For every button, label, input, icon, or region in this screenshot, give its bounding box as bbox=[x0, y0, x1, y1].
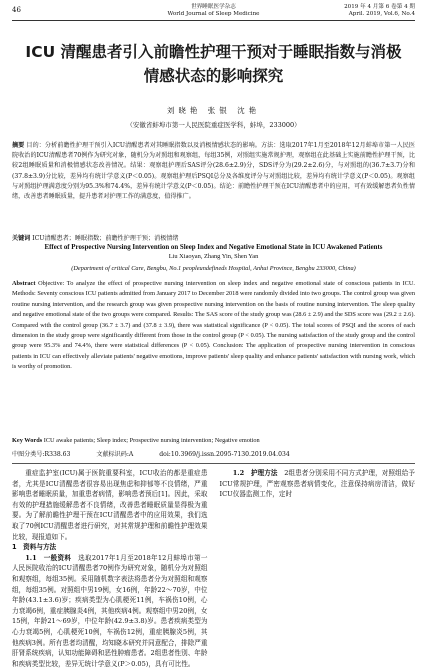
author-affiliation: （安徽省蚌埠市第一人民医院重症医学科，蚌埠，233000） bbox=[126, 121, 301, 129]
keywords-en-text: ICU awake patients; Sleep index; Prospective nursing intervention; Negative emotion bbox=[43, 437, 260, 444]
section-1-1 bbox=[12, 553, 208, 669]
intro-paragraph: 重症监护室(ICU)属于医院重要科室，ICU收治的都是重症患者，尤其是ICU清醒患者很容易出现焦虑和抑郁等不良情绪，严重影响患者睡眠质量，加重患者病情，影响患者预后[1]。因此，采取有效的护理措施缓解患者不良情绪，改善患者睡眠质量显得极为重要。为了解前瞻性护理干预在ICU清醒患者中的应用效果，我们选取了70例ICU清醒患者进行研究，对其常规护理和前瞻性护理效果比较，现报道如下。 bbox=[12, 469, 208, 541]
keywords-en-label: Key Words bbox=[12, 437, 43, 444]
keywords-cn bbox=[12, 234, 415, 243]
abstract-cn-label: 摘要 bbox=[12, 142, 25, 149]
article-title: ICU 清醒患者引入前瞻性护理干预对于睡眠指数与消极情感状态的影响探究 bbox=[25, 43, 402, 85]
abstract-en bbox=[12, 279, 415, 373]
issue-cn: 2019 年 4 月第 6 卷第 4 期 bbox=[344, 4, 415, 10]
issue-info bbox=[344, 4, 415, 18]
subsection-1-2-label: 1.2 护理方法 bbox=[232, 469, 278, 477]
keywords-en bbox=[12, 436, 415, 445]
subsection-1-1-label: 1.1 一般资料 bbox=[25, 553, 72, 562]
article-title-en: Effect of Prospective Nursing Intervention on Sleep Index and Negative Emotional State in ICU Awakened Patients bbox=[44, 244, 383, 251]
clc-number: 中图分类号:R338.63 bbox=[12, 451, 71, 458]
doi-link[interactable]: doi:10.3969/j.issn.2095-7130.2019.04.034 bbox=[159, 451, 290, 458]
body-column-right bbox=[220, 468, 416, 622]
section-1-2 bbox=[220, 468, 416, 500]
body-column-left bbox=[12, 468, 208, 668]
abstract-en-label: Abstract bbox=[12, 280, 36, 287]
author-affiliation-en: (Department of critical Care, Bengbu, No.1 peopleundefineds Hospital, Anhui Province, Bengbu 233000, China) bbox=[71, 265, 356, 272]
body-columns bbox=[12, 463, 415, 668]
document-code: 文献标识码:A bbox=[96, 451, 134, 458]
subsection-1-2-text: 2组患者分别采用不同方式护理，对照组给予ICU常规护理，严密观察患者病情变化，注意保持病房清洁，做好ICU仪器监测工作，定时 bbox=[219, 469, 415, 499]
abstract-cn bbox=[12, 141, 415, 202]
author-list: 刘晓艳 张银 沈艳 bbox=[166, 106, 261, 115]
running-header bbox=[12, 4, 415, 21]
keywords-cn-text: ICU清醒患者；睡眠指数；前瞻性护理干预；消极情绪 bbox=[32, 235, 179, 242]
subsection-1-1-text: 选取2017年1月至2018年12月蚌埠市第一人民医院收治的ICU清醒患者70例作为研究对象，随机分为对照组和观察组，每组35例。采用随机数字表法将患者分为对照组和观察组，每组35例。对照组中男19例，女16例，年龄22～70岁，中位年龄(43.1±3.6)岁；疾病类型为心肌梗死11例，车祸伤10例，心力衰竭6例，重症胰腺炎4例，其他疾病4例。观察组中男20例，女15例，年龄21～69岁，中位年龄(42.9±3.8)岁。患者疾病类型为心力衰竭5例，心肌梗死10例，车祸伤12例，重症胰腺炎5例，其他疾病3例。所有患者均清醒，均知晓本研究并同意配合，排除严重肝肾系统疾病，认知功能障碍和恶性肿瘤患者。2组患者性别、年龄和疾病类型比较，差异无统计学意义(P＞0.05)，具有可比性。 bbox=[12, 553, 208, 668]
issue-en: April. 2019, Vol.6, No.4 bbox=[348, 11, 415, 17]
abstract-en-text: Objective: To analyze the effect of prospective nursing intervention on sleep index and negative emotional state of conscious patients in ICU. Methods: Seventy conscious ICU patients admitted from January 2017 to December 2018 were randomly divided into two groups. The control group was given routine nursing intervention, and the research group was given prospective nursing intervention on the basis of routine nursing intervention. The sleep quality and negative emotional state of the two groups were compared. Results: The SAS score of the study group was (28.6 ± 2.9) and the SDS score was (29.2 ± 2.6). Compared with the control group (36.7 ± 3.7) and (37.8 ± 3.9), there was statistical significance (P < 0.05). The total scores of PSQI and the scores of each dimension in the study group were significantly different from those in the control group (P < 0.05). The nursing satisfaction of the study group and the control group were 95.3% and 74.4%, there were statistical differences (P < 0.05). Conclusion: The application of prospective nursing intervention in conscious patients in ICU can effectively alleviate patients' negative emotions, improve patients' sleep quality and enhance patients' satisfaction with nursing work, which is worthy of promotion. bbox=[12, 280, 415, 371]
section-heading-1: 1 资料与方法 bbox=[12, 543, 57, 552]
journal-name-en: World Journal of Sleep Medicine bbox=[167, 11, 260, 17]
page-number: 46 bbox=[12, 6, 21, 14]
journal-name-cn: 世界睡眠医学杂志 bbox=[191, 4, 236, 10]
author-list-en: Liu Xiaoyan, Zhang Yin, Shen Yan bbox=[168, 253, 259, 260]
abstract-cn-text: 目的：分析前瞻性护理干预引入ICU清醒患者对其睡眠指数以及消极情感状态的影响。方法：选取2017年1月至2018年12月蚌埠市第一人民医院收治的ICU清醒患者70例作为研究对象，随机分为对照组和观察组，每组35例，对照组实施常规护理，观察组在此基础上实施前瞻性护理干预，比较2组睡眠质量和消极情感状态改善情况。结果：观察组护理后SAS评分(28.6±2.9)分，SDS评分为(29.2±2.6)分，与对照组的(36.7±3.7)分和(37.8±3.9)分比较，差异均有统计学意义(P＜0.05)。观察组护理后PSQI总分及各维度评分与对照组比较，差异均有统计学意义(P＜0.05)。观察组与对照组护理满意度分别为95.3%和74.4%，差异有统计学意义(P＜0.05)。结论：前瞻性护理干预在ICU清醒患者中的应用，可有效缓解患者负性情绪，改善患者睡眠质量，提升患者对护理工作的满意度，值得推广。 bbox=[12, 142, 416, 201]
keywords-cn-label: 关键词 bbox=[12, 235, 31, 242]
article-metadata bbox=[12, 450, 415, 459]
